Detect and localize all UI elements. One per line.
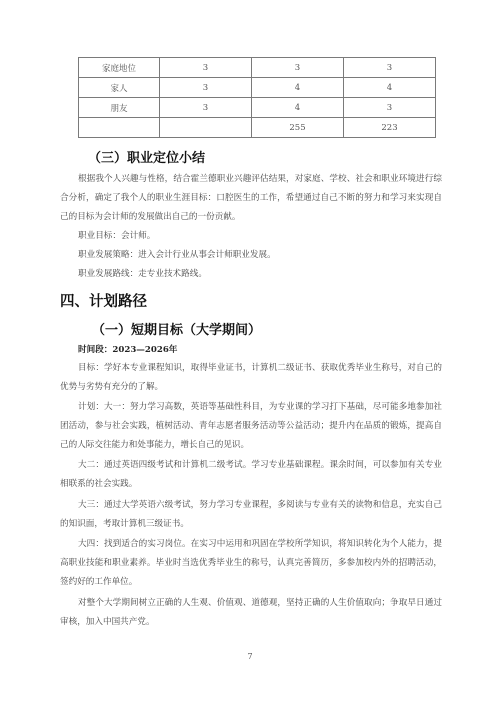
table-row: [79, 98, 436, 118]
table-cell: 4: [344, 78, 436, 98]
table-cell: 4: [252, 98, 344, 118]
summary-paragraph: 根据我个人兴趣与性格，结合霍兰德职业兴趣评估结果，对家庭、学校、社会和职业环境进行综合分析，确定了我个人的职业生涯目标：口腔医生的工作，希望通过自己不断的努力和学习来实现自己的目标为会计师的发展做出自己的一份贡献。: [60, 174, 442, 222]
table-cell: 223: [344, 118, 436, 138]
table-cell: 家庭地位: [79, 58, 160, 78]
table-cell: 3: [160, 78, 252, 98]
plan-year4: 大四：找到适合的实习岗位。在实习中运用和巩固在学校所学知识，将知识转化为个人能力，提高职业技能和职业素养。毕业时当选优秀毕业生的称号，认真完善简历，多参加校内外的招聘活动，签约好的工作单位。: [60, 539, 442, 587]
table-cell: 3: [252, 58, 344, 78]
table-row-total: [79, 118, 436, 138]
plan-overall: 对整个大学期间树立正确的人生观、价值观、道德观，坚持正确的人生价值取向；争取早日通过审核，加入中国共产党。: [60, 598, 442, 627]
table-cell: 255: [252, 118, 344, 138]
table-cell: 3: [160, 58, 252, 78]
plan-year2: 大二：通过英语四级考试和计算机二级考试。学习专业基础课程。课余时间，可以参加有关专业相联系的社会实践。: [60, 460, 442, 489]
table-row: [79, 78, 436, 98]
plan-year3: 大三：通过大学英语六级考试，努力学习专业课程，多阅读与专业有关的读物和信息，充实自己的知识面，考取计算机三级证书。: [60, 500, 442, 529]
career-route: 职业发展路线：走专业技术路线。: [78, 269, 207, 279]
plan-year1: 计划：大一：努力学习高数，英语等基础性科目，为专业课的学习打下基础，尽可能多地参加社团活动，参与社会实践，植树活动、青年志愿者服务活动等公益活动；提升内在品质的锻炼，提高自己的人际交往能力和处事能力，增长自己的见识。: [60, 402, 442, 450]
career-goal: 职业目标：会计师。: [78, 231, 156, 241]
target-paragraph: 目标：学好本专业课程知识，取得毕业证书，计算机二级证书、获取优秀毕业生称号，对自己的优势与劣势有充分的了解。: [60, 363, 442, 392]
sub-heading-short-term: （一）短期目标（大学期间）: [92, 323, 262, 338]
table-cell: 3: [344, 98, 436, 118]
page-number: 7: [247, 652, 253, 661]
section-heading-plan: 四、计划路径: [60, 294, 147, 310]
table-cell: [160, 118, 252, 138]
time-period: 时间段：2023—2026年: [78, 345, 178, 355]
table-cell: 4: [252, 78, 344, 98]
table-cell: 家人: [79, 78, 160, 98]
career-strategy: 职业发展策略：进入会计行业从事会计师职业发展。: [78, 250, 276, 260]
section-heading-summary: （三）职业定位小结: [88, 151, 206, 166]
table-cell: 朋友: [79, 98, 160, 118]
evaluation-table: [78, 57, 436, 138]
table-cell: 3: [344, 58, 436, 78]
table-row: [79, 58, 436, 78]
table-cell: [79, 118, 160, 138]
table-cell: 3: [160, 98, 252, 118]
